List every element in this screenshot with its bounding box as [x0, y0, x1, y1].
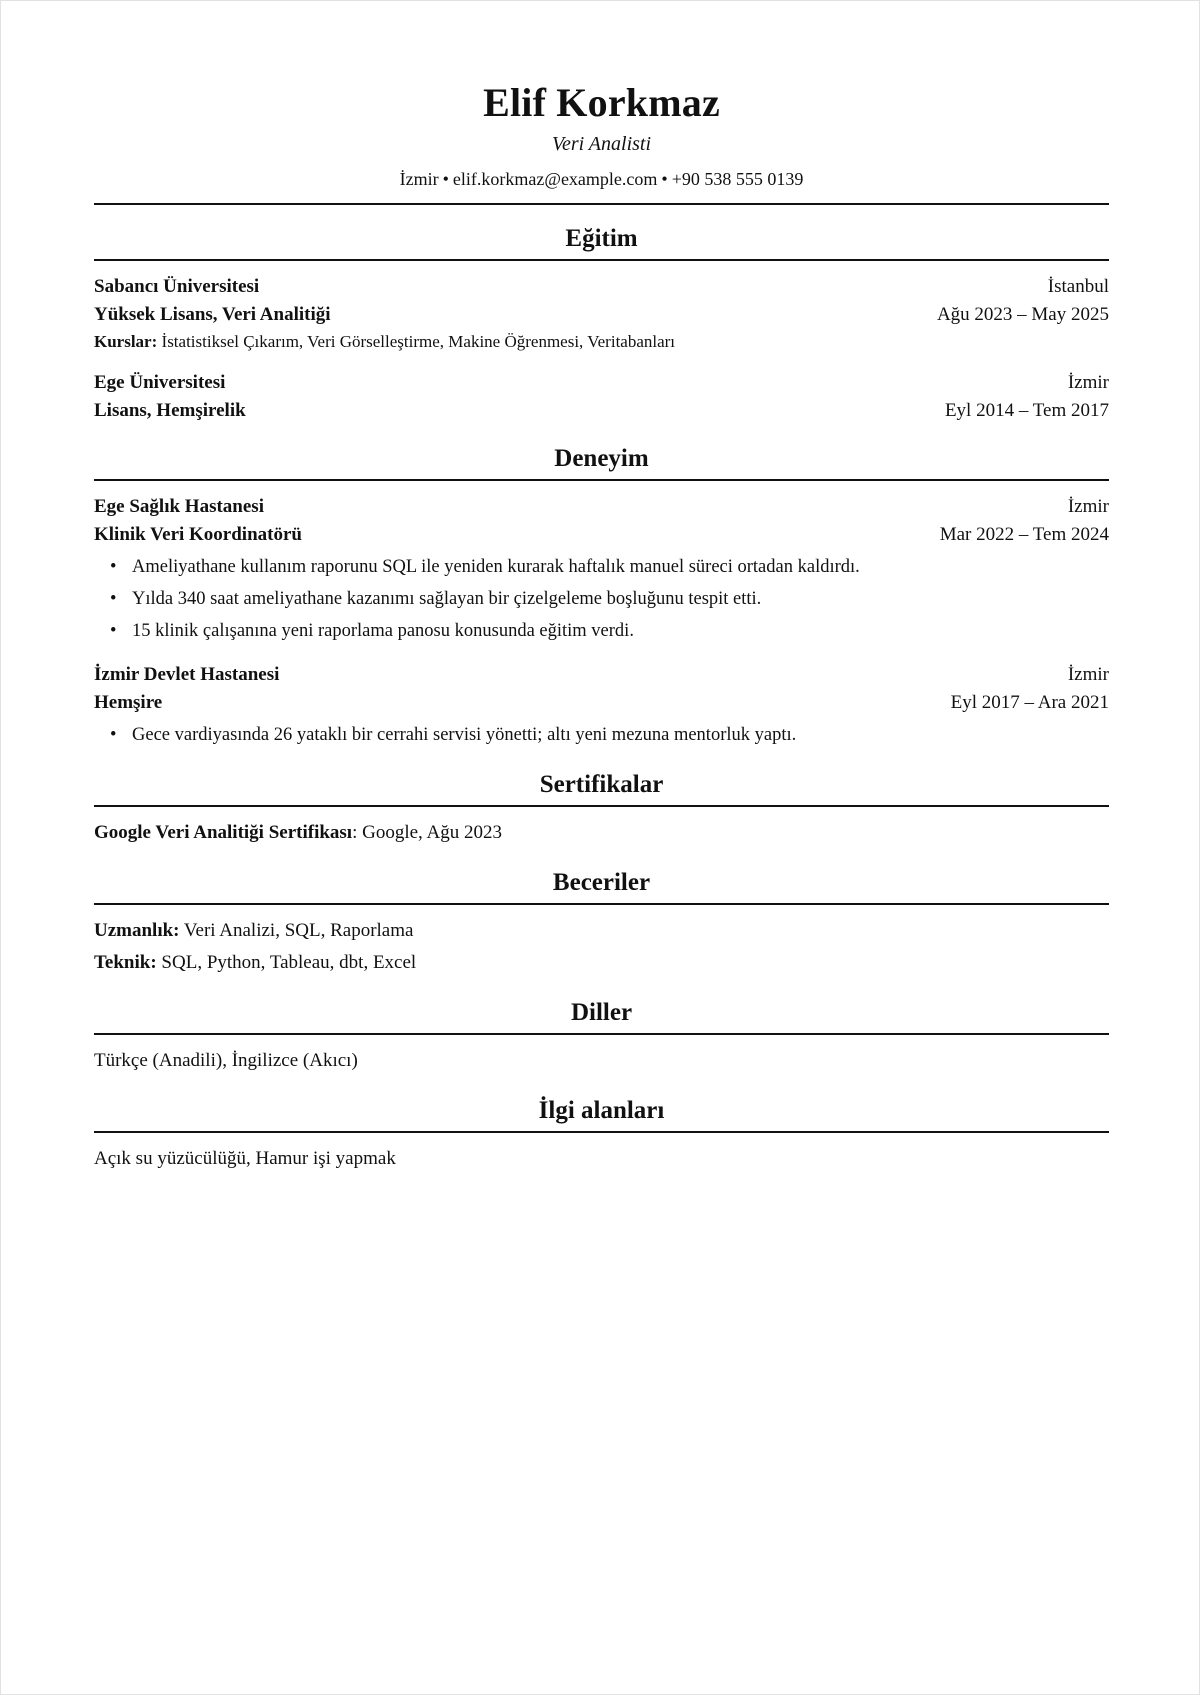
resume-content [94, 79, 1109, 1175]
skills-expertise-label: Uzmanlık: [94, 920, 180, 941]
skills-technical-value: SQL, Python, Tableau, dbt, Excel [161, 952, 417, 973]
company-name: Ege Sağlık Hastanesi [94, 496, 264, 517]
bullet-icon: • [110, 557, 117, 577]
bullet-icon: • [110, 589, 117, 609]
section-heading-education: Eğitim [94, 223, 1109, 261]
skills-expertise-value: Veri Analizi, SQL, Raporlama [183, 920, 414, 941]
school-location: İstanbul [1047, 276, 1109, 297]
education-dates: Ağu 2023 – May 2025 [936, 304, 1109, 325]
degree-name: Lisans, Hemşirelik [94, 400, 246, 421]
section-heading-languages: Diller [94, 997, 1109, 1035]
candidate-name: Elif Korkmaz [483, 80, 720, 125]
candidate-title: Veri Analisti [551, 133, 652, 155]
certificate-details: : Google, Ağu 2023 [352, 822, 502, 843]
courses-label: Kurslar: [94, 332, 158, 351]
job-dates: Eyl 2017 – Ara 2021 [950, 692, 1109, 713]
languages-text: Türkçe (Anadili), İngilizce (Akıcı) [94, 1050, 358, 1071]
achievement-text: Ameliyathane kullanım raporunu SQL ile yeniden kurarak haftalık manuel süreci ortadan kaldırdı. [132, 557, 860, 577]
section-heading-experience: Deneyim [94, 443, 1109, 481]
courses-list: İstatistiksel Çıkarım, Veri Görselleştirme, Makine Öğrenmesi, Veritabanları [161, 332, 676, 351]
achievement-item [94, 615, 1109, 647]
certificate-line [94, 817, 1109, 849]
achievement-text: Yılda 340 saat ameliyathane kazanımı sağlayan bir çizelgeleme boşluğunu tespit etti. [132, 589, 762, 609]
school-name: Sabancı Üniversitesi [94, 276, 260, 297]
experience-entry [94, 661, 1109, 751]
company-location: İzmir [1067, 664, 1109, 685]
interests-text: Açık su yüzücülüğü, Hamur işi yapmak [94, 1148, 396, 1169]
contact-phone: +90 538 555 0139 [671, 169, 804, 189]
achievement-list [94, 551, 1109, 647]
achievement-item [94, 719, 1109, 751]
school-name: Ege Üniversitesi [94, 372, 226, 393]
contact-email: elif.korkmaz@example.com [452, 169, 658, 189]
certificate-name: Google Veri Analitiği Sertifikası [94, 822, 353, 843]
skills-technical-line [94, 947, 1109, 979]
education-entry [94, 273, 1109, 355]
header-divider [94, 203, 1109, 205]
section-heading-interests: İlgi alanları [94, 1095, 1109, 1133]
resume-header [94, 79, 1109, 191]
school-location: İzmir [1067, 372, 1109, 393]
skills-expertise-line [94, 915, 1109, 947]
achievement-item [94, 551, 1109, 583]
skills-technical-label: Teknik: [94, 952, 157, 973]
achievement-item [94, 583, 1109, 615]
job-role: Hemşire [94, 692, 163, 713]
job-role: Klinik Veri Koordinatörü [94, 524, 302, 545]
courses-line [94, 329, 1109, 355]
bullet-icon: • [110, 725, 117, 745]
skills-block [94, 915, 1109, 979]
education-entry [94, 369, 1109, 425]
achievement-text: 15 klinik çalışanına yeni raporlama panosu konusunda eğitim verdi. [132, 621, 634, 641]
contact-city: İzmir [399, 169, 439, 189]
degree-name: Yüksek Lisans, Veri Analitiği [94, 304, 331, 325]
experience-entry [94, 493, 1109, 647]
education-dates: Eyl 2014 – Tem 2017 [944, 400, 1109, 421]
contact-separator: • [442, 169, 449, 189]
section-heading-certificates: Sertifikalar [94, 769, 1109, 807]
bullet-icon: • [110, 621, 117, 641]
company-location: İzmir [1067, 496, 1109, 517]
contact-separator: • [661, 169, 668, 189]
achievement-list [94, 719, 1109, 751]
company-name: İzmir Devlet Hastanesi [94, 664, 280, 685]
contact-line [94, 167, 1109, 191]
achievement-text: Gece vardiyasında 26 yataklı bir cerrahi servisi yönetti; altı yeni mezuna mentorluk yaptı. [132, 725, 797, 745]
section-heading-skills: Beceriler [94, 867, 1109, 905]
job-dates: Mar 2022 – Tem 2024 [939, 524, 1109, 545]
